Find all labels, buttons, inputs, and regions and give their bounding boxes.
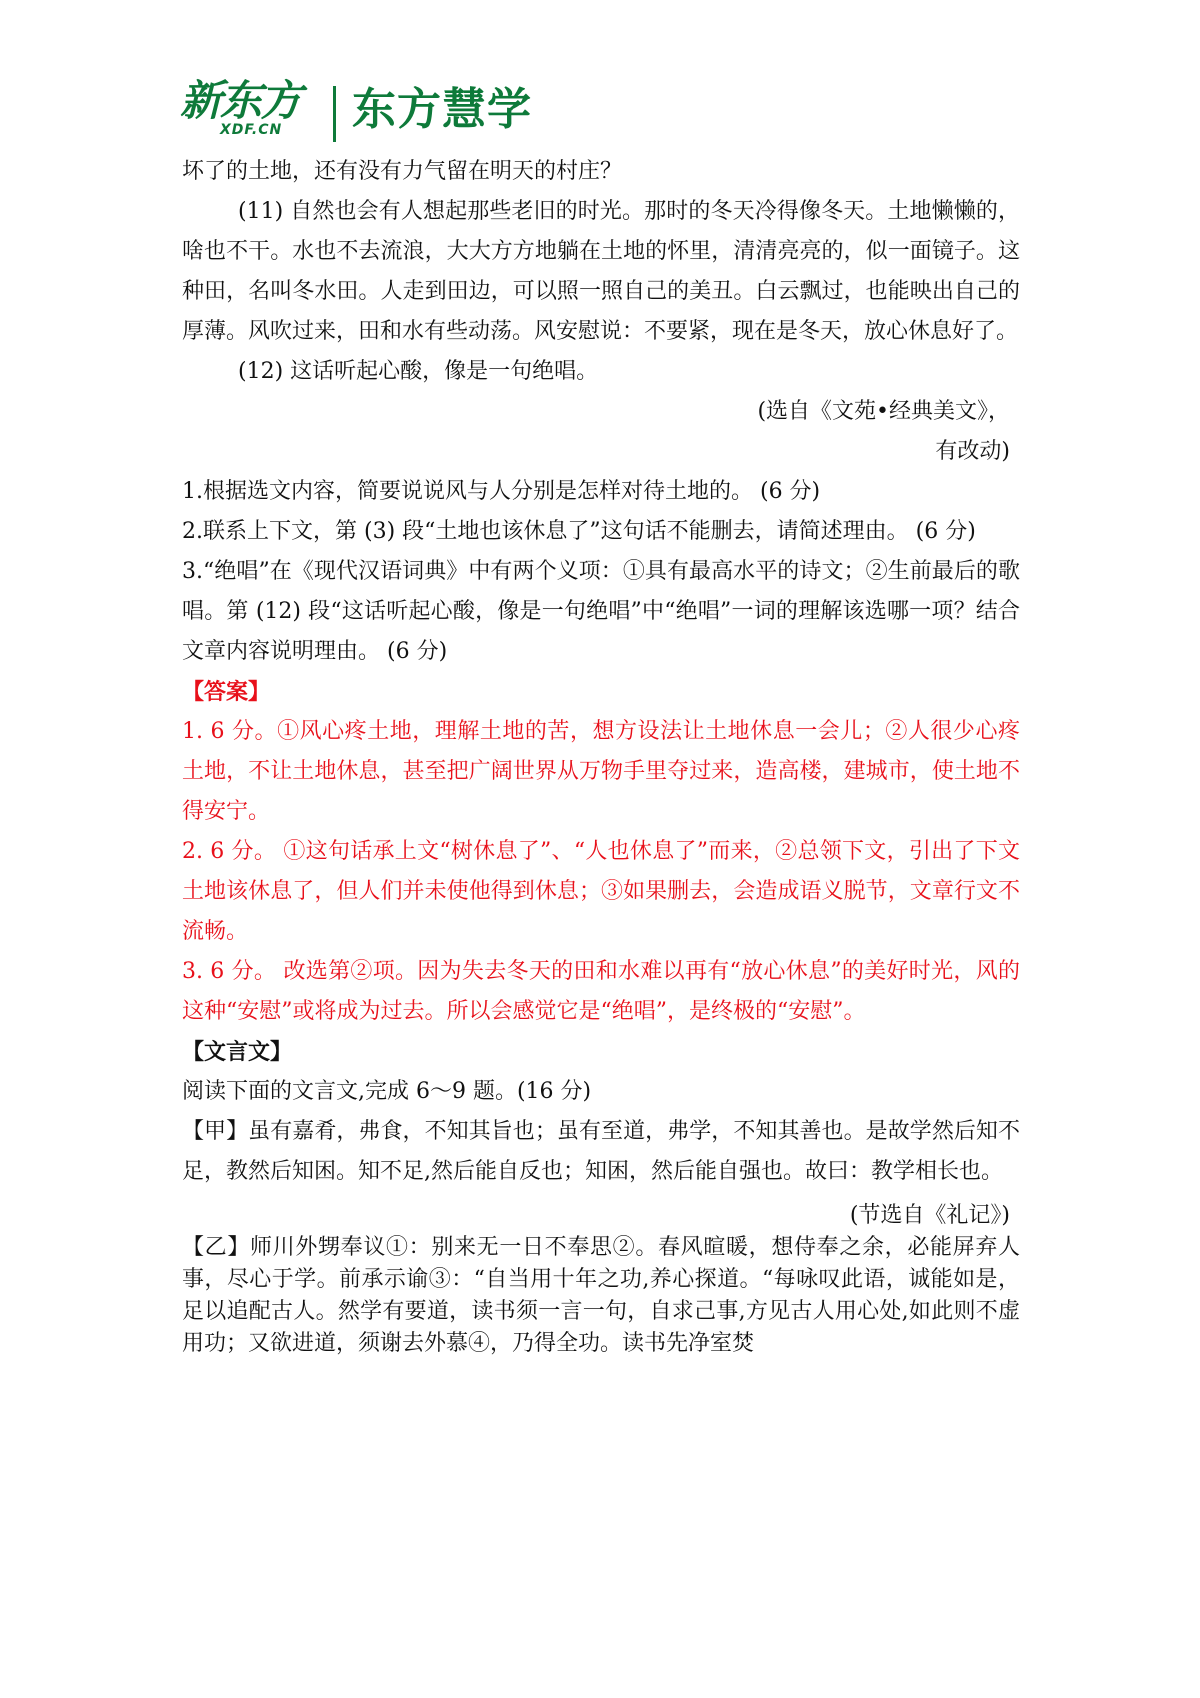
answer-heading: 【答案】: [182, 679, 271, 705]
answer-1: 1. 6 分。①风心疼土地，理解土地的苦，想方设法让土地休息一会儿；②人很少心疼土地，不让土地休息，甚至把广阔世界从万物手里夺过来，造高楼，建城市，使土地不得安宁。: [182, 719, 1020, 824]
passage-line-top: 坏了的土地，还有没有力气留在明天的村庄？: [182, 159, 623, 184]
logo-divider: [333, 86, 336, 142]
page-header: [180, 78, 600, 146]
passage-source-2: 有改动): [935, 439, 1010, 464]
answer-3: 3. 6 分。 改选第②项。因为失去冬天的田和水难以再有“放心休息”的美好时光，风的这种“安慰”或将成为过去。所以会感觉它是“绝唱”，是终极的“安慰”。: [182, 959, 1020, 1024]
passage-source-1: (选自《文苑•经典美文》，: [757, 399, 1010, 424]
classical-intro: 阅读下面的文言文,完成 6～9 题。(16 分): [182, 1079, 592, 1104]
classical-jia: 【甲】虽有嘉肴，弗食，不知其旨也；虽有至道，弗学，不知其善也。是故学然后知不足，教然后知困。知不足,然后能自反也；知困，然后能自强也。故曰：教学相长也。: [182, 1119, 1020, 1184]
question-3: 3.“绝唱”在《现代汉语词典》中有两个义项：①具有最高水平的诗文；②生前最后的歌唱。第 (12) 段“这话听起心酸，像是一句绝唱”中“绝唱”一词的理解该选哪一项？结合文章内容说明理由。 (6 分): [182, 559, 1020, 664]
brand-cn: 新东方: [180, 76, 301, 125]
answer-2: 2. 6 分。 ①这句话承上文“树休息了”、“人也休息了”而来，②总领下文，引出了下文土地该休息了，但人们并未使他得到休息；③如果删去，会造成语义脱节，文章行文不流畅。: [182, 839, 1020, 944]
brand-en: XDF.CN: [220, 122, 283, 138]
classical-heading: 【文言文】: [182, 1039, 293, 1065]
xdf-logo: [180, 78, 315, 146]
passage-para-12: (12) 这话听起心酸，像是一句绝唱。: [238, 359, 599, 384]
passage-para-11: (11) 自然也会有人想起那些老旧的时光。那时的冬天冷得像冬天。土地懒懒的，啥也不干。水也不去流浪，大大方方地躺在土地的怀里，清清亮亮的，似一面镜子。这种田，名叫冬水田。人走到田边，可以照一照自己的美丑。白云飘过，也能映出自己的厚薄。风吹过来，田和水有些动荡。风安慰说：不要紧，现在是冬天，放心休息好了。: [182, 199, 1020, 344]
question-1: 1.根据选文内容，简要说说风与人分别是怎样对待土地的。 (6 分): [182, 479, 821, 504]
document-body: [182, 152, 1020, 1360]
classical-yi: 【乙】师川外甥奉议①：别来无一日不奉思②。春风暄暖，想侍奉之余，必能屏弃人事，尽心于学。前承示谕③：“自当用十年之功,养心探道。“每咏叹此语，诚能如是，足以追配古人。然学有要道，读书须一言一句，自求己事,方见古人用心处,如此则不虚用功；又欲进道，须谢去外慕④，乃得全功。读书先净室焚: [182, 1235, 1020, 1356]
brand-sub: 东方慧学: [352, 84, 532, 135]
question-2: 2.联系上下文，第 (3) 段“土地也该休息了”这句话不能删去，请简述理由。 (6 分): [182, 519, 976, 544]
classical-jia-source: (节选自《礼记》): [849, 1203, 1010, 1228]
